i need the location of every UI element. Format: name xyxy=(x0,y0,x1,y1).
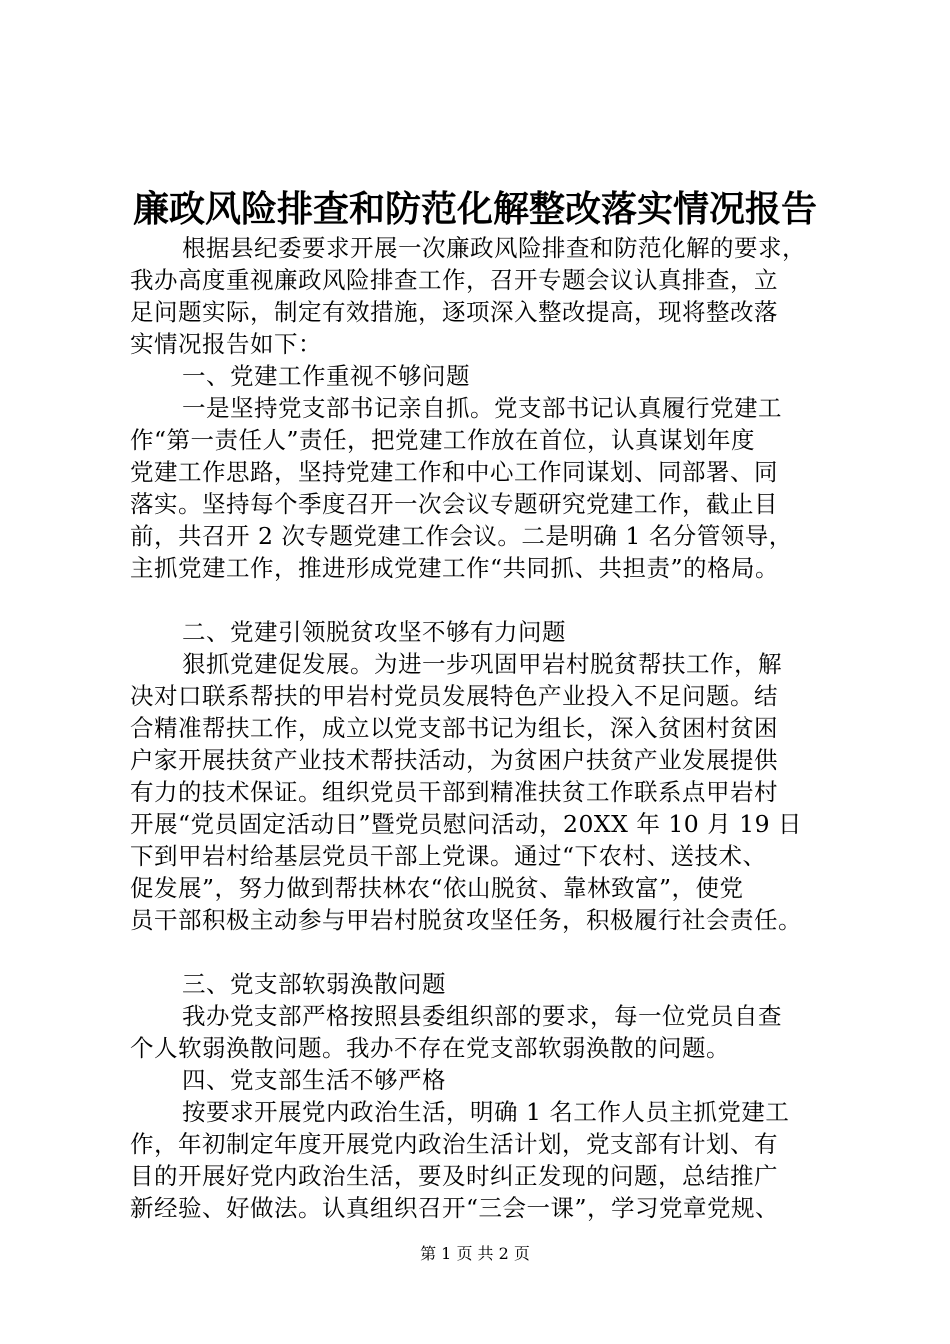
paragraph-line: 目的开展好党内政治生活，要及时纠正发现的问题，总结推广 xyxy=(130,1162,778,1190)
paragraph-line: 决对口联系帮扶的甲岩村党员发展特色产业投入不足问题。结 xyxy=(130,682,778,710)
paragraph-line: 促发展”，努力做到帮扶林农“依山脱贫、靠林致富”，使党 xyxy=(130,874,744,902)
paragraph-line: 开展“党员固定活动日”暨党员慰问活动，20XX 年 10 月 19 日 xyxy=(130,810,803,838)
paragraph-line: 狠抓党建促发展。为进一步巩固甲岩村脱贫帮扶工作，解 xyxy=(182,650,782,678)
blank-line xyxy=(130,584,852,616)
paragraph-line: 个人软弱涣散问题。我办不存在党支部软弱涣散的问题。 xyxy=(130,1034,730,1062)
paragraph-line: 员干部积极主动参与甲岩村脱贫攻坚任务，积极履行社会责任。 xyxy=(130,906,802,934)
paragraph-line: 一、党建工作重视不够问题 xyxy=(182,362,470,390)
paragraph-line: 我办党支部严格按照县委组织部的要求，每一位党员自查 xyxy=(182,1002,782,1030)
paragraph-line: 合精准帮扶工作，成立以党支部书记为组长，深入贫困村贫困 xyxy=(130,714,778,742)
paragraph-line: 落实。坚持每个季度召开一次会议专题研究党建工作，截止目 xyxy=(130,490,778,518)
paragraph-line: 四、党支部生活不够严格 xyxy=(182,1066,446,1094)
document-body xyxy=(130,232,852,1224)
paragraph-line: 主抓党建工作，推进形成党建工作“共同抓、共担责”的格局。 xyxy=(130,554,780,582)
paragraph-line: 足问题实际，制定有效措施，逐项深入整改提高，现将整改落 xyxy=(130,298,778,326)
paragraph-line: 有力的技术保证。组织党员干部到精准扶贫工作联系点甲岩村 xyxy=(130,778,778,806)
paragraph-line: 新经验、好做法。认真组织召开“三会一课”，学习党章党规、 xyxy=(130,1194,780,1222)
paragraph-line: 一是坚持党支部书记亲自抓。党支部书记认真履行党建工 xyxy=(182,394,782,422)
paragraph-line: 根据县纪委要求开展一次廉政风险排查和防范化解的要求， xyxy=(182,234,806,262)
paragraph-line: 作，年初制定年度开展党内政治生活计划，党支部有计划、有 xyxy=(130,1130,778,1158)
paragraph-line: 我办高度重视廉政风险排查工作，召开专题会议认真排查，立 xyxy=(130,266,778,294)
blank-line xyxy=(130,936,852,968)
paragraph-line: 户家开展扶贫产业技术帮扶活动，为贫困户扶贫产业发展提供 xyxy=(130,746,778,774)
paragraph-line: 实情况报告如下： xyxy=(130,330,322,358)
paragraph-line: 作“第一责任人”责任，把党建工作放在首位，认真谋划年度 xyxy=(130,426,756,454)
paragraph-line: 按要求开展党内政治生活，明确 1 名工作人员主抓党建工 xyxy=(182,1098,790,1126)
document-title: 廉政风险排查和防范化解整改落实情况报告 xyxy=(132,188,817,230)
paragraph-line: 前，共召开 2 次专题党建工作会议。二是明确 1 名分管领导， xyxy=(130,522,793,550)
paragraph-line: 三、党支部软弱涣散问题 xyxy=(182,970,446,998)
page-footer: 第 1 页 共 2 页 xyxy=(420,1244,530,1263)
paragraph-line: 下到甲岩村给基层党员干部上党课。通过“下农村、送技术、 xyxy=(130,842,767,870)
paragraph-line: 二、党建引领脱贫攻坚不够有力问题 xyxy=(182,618,566,646)
paragraph-line: 党建工作思路，坚持党建工作和中心工作同谋划、同部署、同 xyxy=(130,458,778,486)
